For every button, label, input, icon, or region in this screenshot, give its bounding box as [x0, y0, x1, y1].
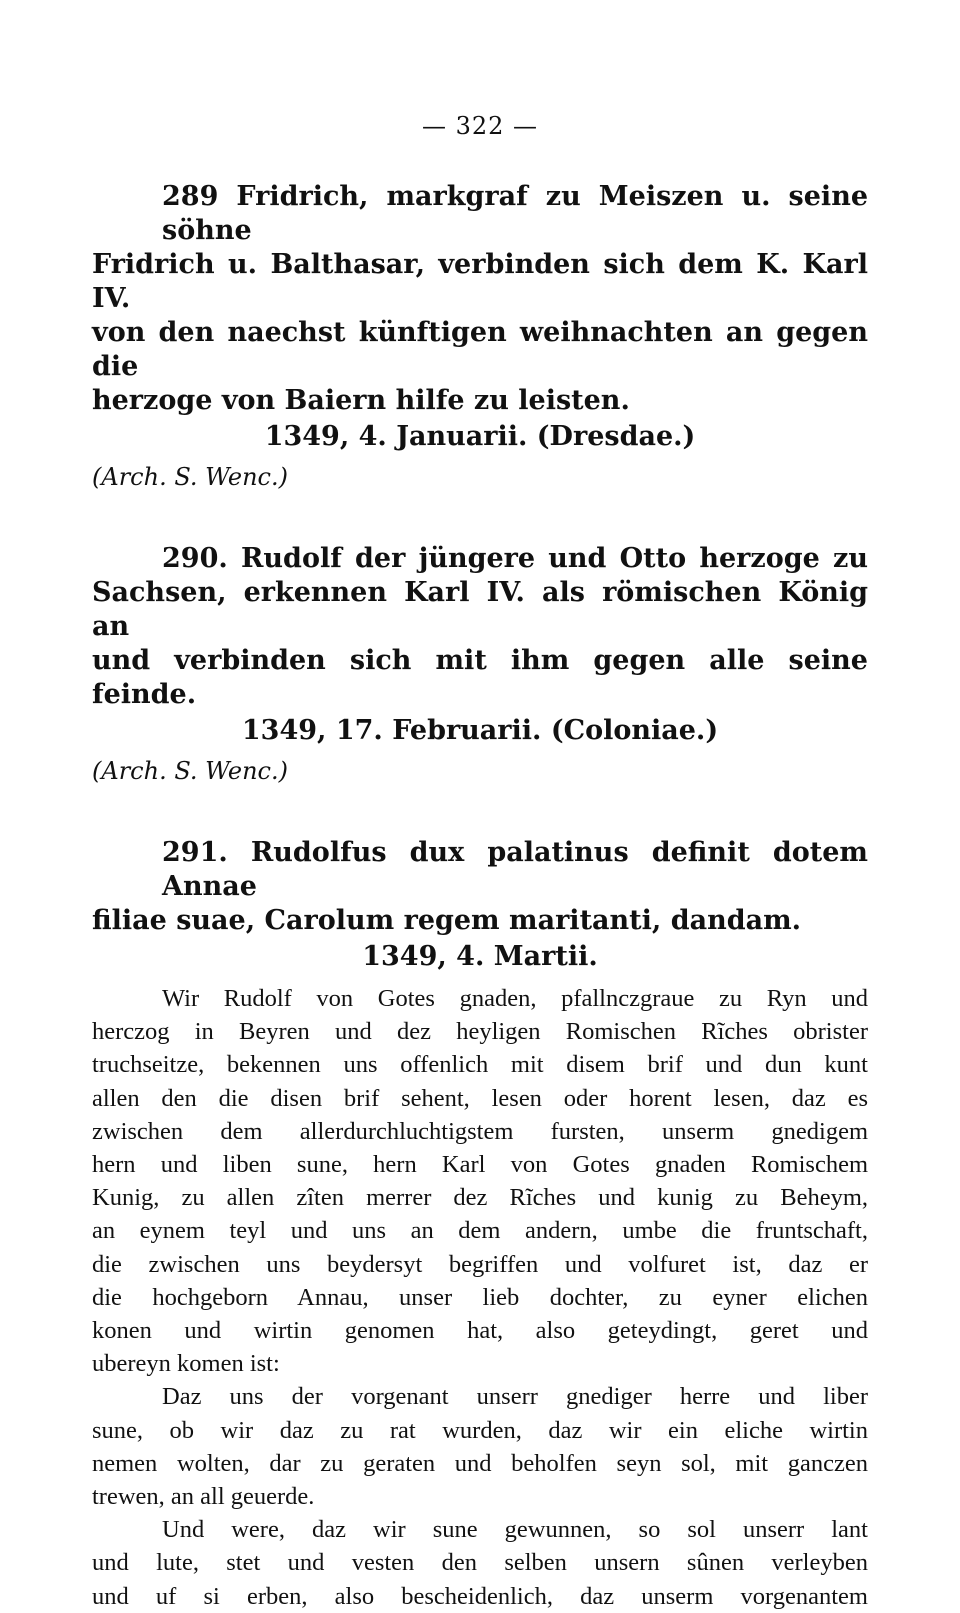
heading-line: herzoge von Baiern hilfe zu leisten. — [92, 385, 630, 416]
text-line: ubereyn komen ist: — [92, 1350, 280, 1378]
charter-text — [92, 982, 868, 1613]
text-line: konen und wirtin genomen hat, also geteydingt, geret und — [92, 1317, 868, 1345]
text-line: truchseitze, bekennen uns offenlich mit disem brif und dun kunt — [92, 1051, 868, 1079]
entry-date: 1349, 17. Februarii. (Coloniae.) — [241, 715, 719, 746]
heading-line: 289 Fridrich, markgraf zu Meiszen u. seine söhne — [162, 181, 868, 246]
heading-line: und verbinden sich mit ihm gegen alle seine feinde. — [92, 645, 868, 710]
entry-291 — [92, 836, 868, 974]
entry-290 — [92, 542, 868, 786]
text-line: sune, ob wir daz zu rat wurden, daz wir ein eliche wirtin — [92, 1416, 868, 1444]
entry-heading — [92, 836, 868, 938]
entry-date: 1349, 4. Martii. — [362, 941, 598, 972]
paragraph — [92, 982, 868, 1380]
text-line: an eynem teyl und uns an dem andern, umbe die fruntschaft, — [92, 1217, 868, 1245]
text-line: herczog in Beyren und dez heyligen Romischen Rĩches obrister — [92, 1018, 868, 1046]
document-page — [92, 112, 868, 1613]
heading-line: Sachsen, erkennen Karl IV. als römischen König an — [92, 577, 868, 642]
text-line: Wir Rudolf von Gotes gnaden, pfallnczgraue zu Ryn und — [162, 985, 868, 1012]
text-line: trewen, an all geuerde. — [92, 1483, 315, 1511]
entry-source: (Arch. S. Wenc.) — [92, 463, 288, 491]
text-line: zwischen dem allerdurchluchtigstem fursten, unserm gnedigem — [92, 1117, 868, 1145]
text-line: und uf si erben, also bescheidenlich, daz unserm vorgenantem — [92, 1582, 868, 1610]
heading-line: filiae suae, Carolum regem maritanti, dandam. — [92, 905, 802, 936]
entry-heading — [92, 542, 868, 712]
text-line: allen den die disen brif sehent, lesen oder horent lesen, daz es — [92, 1084, 868, 1112]
entry-289 — [92, 180, 868, 492]
page-number: — 322 — — [421, 112, 539, 140]
heading-line: Fridrich u. Balthasar, verbinden sich dem K. Karl IV. — [92, 249, 868, 314]
entry-date: 1349, 4. Januarii. (Dresdae.) — [264, 421, 696, 452]
heading-line: 290. Rudolf der jüngere und Otto herzoge zu — [162, 543, 868, 574]
heading-line: von den naechst künftigen weihnachten an gegen die — [92, 317, 868, 382]
text-line: Kunig, zu allen zîten merrer dez Rĩches und kunig zu Beheym, — [92, 1184, 868, 1212]
entry-source: (Arch. S. Wenc.) — [92, 757, 288, 785]
text-line: und lute, stet und vesten den selben unsern sûnen verleyben — [92, 1549, 868, 1577]
heading-line: 291. Rudolfus dux palatinus definit dotem Annae — [162, 837, 868, 902]
text-line: Daz uns der vorgenant unserr gnediger herre und liber — [162, 1383, 868, 1411]
paragraph — [92, 1380, 868, 1513]
paragraph — [92, 1513, 868, 1613]
entry-heading — [92, 180, 868, 418]
text-line: nemen wolten, dar zu geraten und beholfen seyn sol, mit ganczen — [92, 1449, 868, 1477]
text-line: Und were, daz wir sune gewunnen, so sol unserr lant — [162, 1516, 868, 1544]
text-line: die hochgeborn Annau, unser lieb dochter, zu eyner elichen — [92, 1283, 868, 1311]
text-line: hern und liben sune, hern Karl von Gotes gnaden Romischem — [92, 1151, 868, 1179]
text-line: die zwischen uns beydersyt begriffen und volfuret ist, daz er — [92, 1250, 868, 1278]
